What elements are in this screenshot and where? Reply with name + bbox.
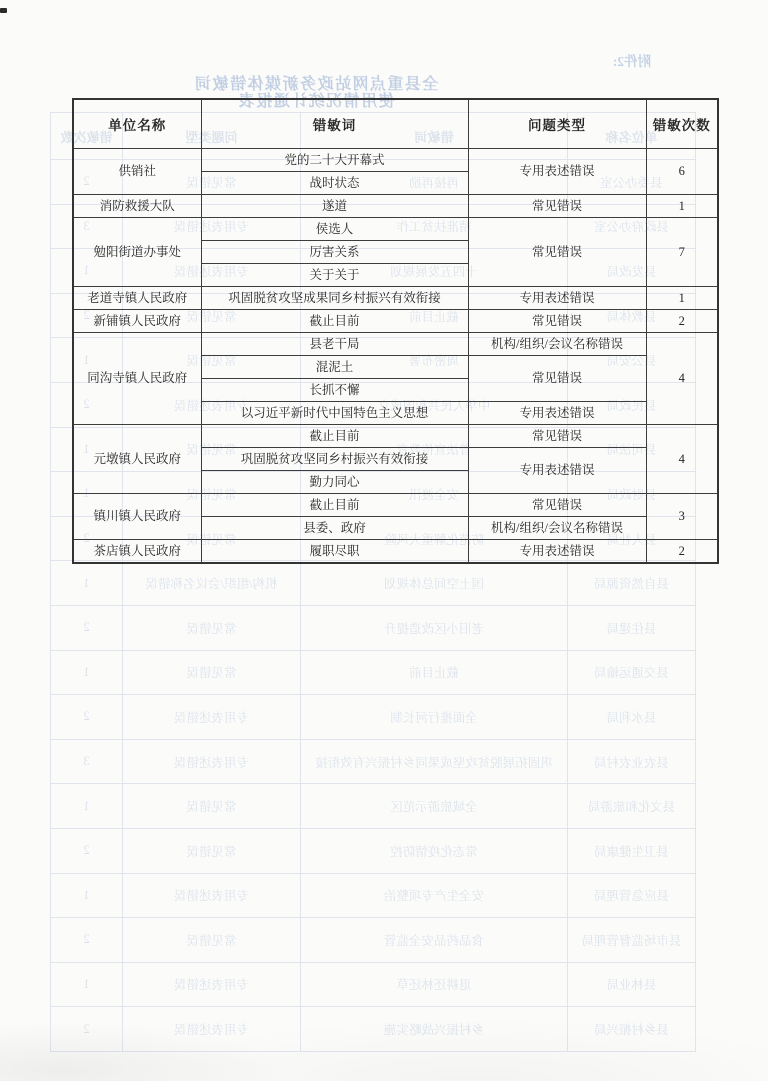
column-header: 单位名称 [73,99,201,149]
cell-unit: 县农业农村局 [568,739,696,784]
cell-unit: 同沟寺镇人民政府 [73,333,201,425]
cell-word: 周密布署 [301,338,568,383]
cell-issue: 专用表述错误 [468,402,646,425]
column-header: 单位名称 [568,113,696,160]
cell-word: 关于关于 [201,264,468,287]
cell-issue: 常见错误 [468,494,646,517]
cell-word: 全域旅游示范区 [301,784,568,829]
cell-word: 安全渡汛 [301,472,568,517]
cell-issue: 专用表述错误 [123,249,301,294]
cell-issue: 专用表述错误 [123,1007,301,1052]
cell-unit: 县司法局 [568,427,696,472]
cell-unit: 县交通运输局 [568,650,696,695]
table-row [51,605,696,650]
cell-unit: 县发改局 [568,249,696,294]
table-row [73,218,718,241]
cell-word: 老旧小区改造提升 [301,605,568,650]
cell-count: 2 [51,1007,123,1052]
cell-issue: 专用表述错误 [468,149,646,195]
cell-word: 以习近平新时代中国特色主义思想 [201,402,468,425]
cell-count: 2 [51,382,123,427]
cell-count: 2 [51,828,123,873]
table-row [51,962,696,1007]
cell-word: 长抓不懈 [201,379,468,402]
cell-count: 2 [51,605,123,650]
cell-issue: 机构/组织/会议名称错误 [468,333,646,356]
bleedthrough-attachment-label: 附件2: [612,54,651,69]
cell-issue: 常见错误 [468,195,646,218]
table-row [73,149,718,172]
cell-count: 2 [51,160,123,205]
cell-word: 党的二十大开幕式 [201,149,468,172]
table-row [51,739,696,784]
cell-issue: 机构/组织/会议名称错误 [468,517,646,540]
cell-issue: 常见错误 [123,605,301,650]
cell-count: 7 [646,218,718,287]
table-row [73,287,718,310]
header-row [73,99,718,149]
cell-word: 混泥土 [201,356,468,379]
cell-count: 3 [51,204,123,249]
cell-count: 6 [646,149,718,195]
cell-count: 2 [51,293,123,338]
cell-word: 常态化疫情防控 [301,828,568,873]
cell-word: 截止目前 [201,310,468,333]
table-row [51,828,696,873]
cell-unit: 县公安局 [568,338,696,383]
table-row [73,195,718,218]
cell-word: 遂道 [201,195,468,218]
cell-count: 1 [51,561,123,606]
cell-count: 3 [51,739,123,784]
cell-unit: 老道寺镇人民政府 [73,287,201,310]
cell-word: 勤力同心 [201,471,468,494]
cell-issue: 专用表述错误 [468,448,646,494]
cell-unit: 县卫生健康局 [568,828,696,873]
cell-word: 巩固脱贫攻坚成果同乡村振兴有效衔接 [201,287,468,310]
cell-issue: 常见错误 [123,427,301,472]
cell-unit: 县市场监督管理局 [568,918,696,963]
cell-count: 1 [51,472,123,517]
cell-word: 食品药品安全监管 [301,918,568,963]
cell-count: 1 [51,784,123,829]
cell-word: 县老干局 [201,333,468,356]
cell-count: 2 [646,310,718,333]
table-row [51,784,696,829]
cell-word: 乡村振兴战略实施 [301,1007,568,1052]
table-row [51,650,696,695]
cell-issue: 常见错误 [123,338,301,383]
cell-count: 1 [51,249,123,294]
cell-unit: 县教体局 [568,293,696,338]
cell-unit: 县应急管理局 [568,873,696,918]
cell-word: 截止目前 [301,650,568,695]
cell-word: 再接再励 [301,160,568,205]
table-row [73,333,718,356]
cell-unit: 县住建局 [568,605,696,650]
cell-word: 防范化解重大风险 [301,516,568,561]
cell-issue: 常见错误 [468,310,646,333]
cell-unit: 县民政局 [568,382,696,427]
table-row [51,561,696,606]
table-row [51,873,696,918]
column-header: 问题类型 [123,113,301,160]
cell-issue: 专用表述错误 [123,962,301,1007]
cell-count: 4 [646,333,718,425]
cell-issue: 机构/组织/会议名称错误 [123,561,301,606]
cell-issue: 专用表述错误 [468,540,646,564]
bleedthrough-title-line1: 全县重点网站政务新媒体错敏词 [193,76,439,93]
cell-word: 侯选人 [201,218,468,241]
cell-unit: 县委办公室 [568,160,696,205]
cell-unit: 镇川镇人民政府 [73,494,201,540]
cell-unit: 县文化和旅游局 [568,784,696,829]
column-header: 错敏次数 [646,99,718,149]
cell-word: 战时状态 [201,172,468,195]
cell-issue: 常见错误 [123,293,301,338]
cell-count: 2 [51,918,123,963]
cell-word: 截止目前 [301,293,568,338]
cell-word: 安全生产专项整治 [301,873,568,918]
cell-unit: 县人社局 [568,516,696,561]
cell-count: 1 [646,287,718,310]
column-header: 错敏次数 [51,113,123,160]
cell-word: 履职尽职 [201,540,468,564]
cell-word: 巩固拓展脱贫攻坚成果同乡村振兴有效衔接 [301,739,568,784]
cell-issue: 常见错误 [123,828,301,873]
table-row [73,494,718,517]
cell-issue: 专用表述错误 [123,695,301,740]
cell-unit: 消防救援大队 [73,195,201,218]
cell-count: 1 [51,650,123,695]
cell-unit: 茶店镇人民政府 [73,540,201,564]
table-row [51,1007,696,1052]
cell-unit: 县政府办公室 [568,204,696,249]
cell-unit: 勉阳街道办事处 [73,218,201,287]
cell-word: 十四五发展规划 [301,249,568,294]
cell-unit: 新铺镇人民政府 [73,310,201,333]
cell-count: 1 [51,873,123,918]
cell-unit: 县乡村振兴局 [568,1007,696,1052]
cell-count: 2 [51,516,123,561]
cell-issue: 专用表述错误 [123,204,301,249]
cell-word: 中华人民共和国成立 [301,382,568,427]
cell-word: 厉害关系 [201,241,468,264]
cell-word: 全面推行河长制 [301,695,568,740]
cell-word: 国土空间总体规划 [301,561,568,606]
cell-word: 精准扶贫工作 [301,204,568,249]
cell-unit: 县财政局 [568,472,696,517]
cell-issue: 常见错误 [123,516,301,561]
cell-unit: 县林业局 [568,962,696,1007]
cell-unit: 县水利局 [568,695,696,740]
column-header: 错敏词 [301,113,568,160]
cell-count: 1 [51,338,123,383]
cell-word: 县委、政府 [201,517,468,540]
cell-issue: 专用表述错误 [123,873,301,918]
cell-word: 截止目前 [201,425,468,448]
cell-issue: 专用表述错误 [123,382,301,427]
cell-issue: 常见错误 [123,650,301,695]
table-row [51,695,696,740]
cell-count: 1 [51,427,123,472]
table-row [51,918,696,963]
cell-issue: 常见错误 [123,918,301,963]
cell-word: 普法宣传教育 [301,427,568,472]
cell-unit: 供销社 [73,149,201,195]
cell-count: 1 [51,962,123,1007]
cell-count: 2 [646,540,718,564]
cell-issue: 常见错误 [123,160,301,205]
cell-count: 4 [646,425,718,494]
cell-issue: 常见错误 [468,218,646,287]
cell-issue: 常见错误 [123,784,301,829]
cell-word: 退耕还林还草 [301,962,568,1007]
cell-word: 巩固脱贫攻坚同乡村振兴有效衔接 [201,448,468,471]
cell-issue: 常见错误 [468,356,646,402]
cell-unit: 县自然资源局 [568,561,696,606]
cell-unit: 元墩镇人民政府 [73,425,201,494]
cell-count: 3 [646,494,718,540]
cell-count: 2 [51,695,123,740]
column-header: 问题类型 [468,99,646,149]
cell-issue: 常见错误 [468,425,646,448]
table-row [73,310,718,333]
cell-issue: 常见错误 [123,472,301,517]
table-row [73,425,718,448]
column-header: 错敏词 [201,99,468,149]
bleedthrough-title-line2: 使用情况统计通报表 [237,92,395,110]
cell-issue: 专用表述错误 [123,739,301,784]
error-words-table [72,98,719,564]
table-row [73,540,718,564]
cell-count: 1 [646,195,718,218]
cell-word: 截止目前 [201,494,468,517]
cell-issue: 专用表述错误 [468,287,646,310]
